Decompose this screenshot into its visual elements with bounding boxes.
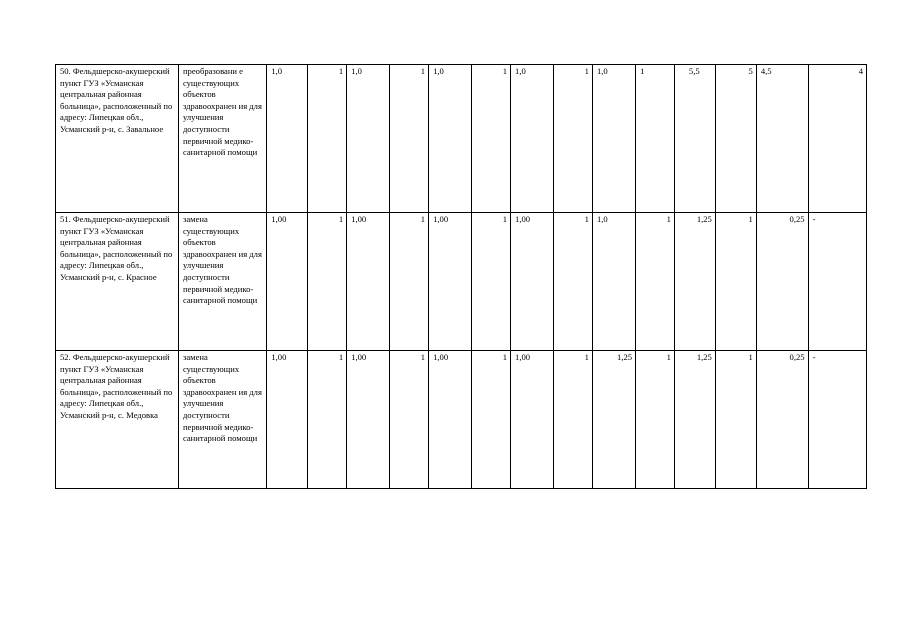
value-cell: 1,0 [511, 65, 554, 213]
value-cell: 5,5 [674, 65, 715, 213]
value-cell: 0,25 [756, 213, 808, 351]
value-cell: 0,25 [756, 351, 808, 489]
value-cell: 1,0 [592, 65, 635, 213]
table-row [56, 65, 867, 213]
count-cell: 1 [390, 351, 429, 489]
count-cell: - [808, 351, 866, 489]
count-cell: 1 [308, 351, 347, 489]
count-cell: 1 [308, 65, 347, 213]
value-cell: 1,0 [347, 65, 390, 213]
value-cell: 1,25 [592, 351, 635, 489]
facility-name-cell: 50. Фельдшерско-акушерский пункт ГУЗ «Усманская центральная районная больница», расположенный по адресу: Липецкая обл., Усманский р-н, с. Завальное [56, 65, 179, 213]
count-cell: 1 [554, 65, 593, 213]
value-cell: 1,00 [347, 213, 390, 351]
document-table [55, 64, 867, 489]
value-cell: 1,00 [429, 213, 472, 351]
facility-name-cell: 51. Фельдшерско-акушерский пункт ГУЗ «Усманская центральная районная больница», расположенный по адресу: Липецкая обл., Усманский р-н, с. Красное [56, 213, 179, 351]
value-cell: 1,00 [267, 351, 308, 489]
table-row [56, 213, 867, 351]
count-cell: 1 [636, 351, 675, 489]
value-cell: 1,00 [511, 213, 554, 351]
count-cell: 1 [390, 65, 429, 213]
count-cell: 1 [636, 65, 675, 213]
count-cell: 1 [554, 351, 593, 489]
count-cell: 5 [715, 65, 756, 213]
measure-cell: преобразовани е существующих объектов здравоохранен ия для улучшения доступности первичной медико-санитарной помощи [178, 65, 266, 213]
count-cell: - [808, 213, 866, 351]
count-cell: 1 [636, 213, 675, 351]
value-cell: 1,25 [674, 351, 715, 489]
count-cell: 1 [472, 65, 511, 213]
count-cell: 1 [554, 213, 593, 351]
count-cell: 4 [808, 65, 866, 213]
count-cell: 1 [715, 213, 756, 351]
value-cell: 1,0 [267, 65, 308, 213]
count-cell: 1 [715, 351, 756, 489]
count-cell: 1 [308, 213, 347, 351]
measure-cell: замена существующих объектов здравоохранен ия для улучшения доступности первичной медико-санитарной помощи [178, 213, 266, 351]
value-cell: 1,00 [347, 351, 390, 489]
value-cell: 1,00 [267, 213, 308, 351]
table-row [56, 351, 867, 489]
value-cell: 1,25 [674, 213, 715, 351]
count-cell: 1 [390, 213, 429, 351]
value-cell: 1,0 [429, 65, 472, 213]
measure-cell: замена существующих объектов здравоохранен ия для улучшения доступности первичной медико-санитарной помощи [178, 351, 266, 489]
facility-name-cell: 52. Фельдшерско-акушерский пункт ГУЗ «Усманская центральная районная больница», расположенный по адресу: Липецкая обл., Усманский р-н, с. Медовка [56, 351, 179, 489]
value-cell: 1,00 [429, 351, 472, 489]
count-cell: 1 [472, 213, 511, 351]
value-cell: 4,5 [756, 65, 808, 213]
value-cell: 1,0 [592, 213, 635, 351]
count-cell: 1 [472, 351, 511, 489]
value-cell: 1,00 [511, 351, 554, 489]
